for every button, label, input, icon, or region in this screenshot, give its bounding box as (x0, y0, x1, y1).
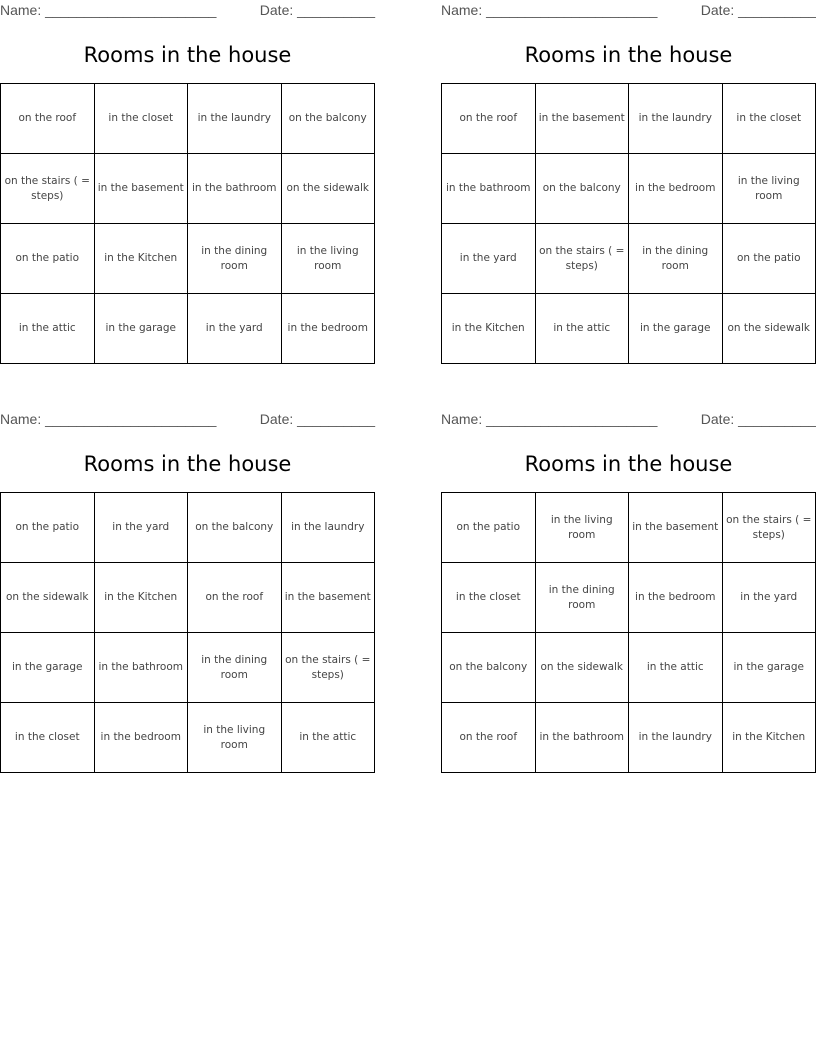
grid-cell: in the dining room (629, 224, 723, 294)
card-header (441, 411, 816, 429)
grid-cell: in the bathroom (442, 154, 536, 224)
grid-cell: in the garage (94, 294, 188, 364)
grid-row (1, 703, 375, 773)
card-title: Rooms in the house (83, 43, 292, 67)
grid-cell: on the patio (442, 493, 536, 563)
grid-cell: in the laundry (629, 703, 723, 773)
bingo-grid (441, 492, 816, 773)
grid-cell: in the living room (281, 224, 375, 294)
grid-cell: on the sidewalk (535, 633, 629, 703)
grid-cell: on the balcony (281, 84, 375, 154)
card-title: Rooms in the house (83, 452, 292, 476)
bingo-card (0, 409, 375, 774)
grid-cell: in the yard (188, 294, 282, 364)
grid-row (442, 493, 816, 563)
date-field: Date: __________ (700, 2, 816, 18)
grid-cell: in the garage (1, 633, 95, 703)
grid-cell: in the Kitchen (442, 294, 536, 364)
grid-cell: in the Kitchen (94, 224, 188, 294)
grid-cell: on the stairs ( = steps) (535, 224, 629, 294)
grid-cell: in the Kitchen (94, 563, 188, 633)
grid-cell: in the living room (535, 493, 629, 563)
grid-cell: on the roof (1, 84, 95, 154)
grid-cell: on the roof (442, 703, 536, 773)
grid-cell: in the basement (94, 154, 188, 224)
grid-cell: in the Kitchen (722, 703, 816, 773)
grid-row (442, 563, 816, 633)
grid-cell: on the balcony (188, 493, 282, 563)
grid-cell: in the attic (1, 294, 95, 364)
grid-row (442, 703, 816, 773)
grid-cell: in the living room (722, 154, 816, 224)
grid-row (1, 294, 375, 364)
grid-cell: in the basement (629, 493, 723, 563)
grid-cell: in the yard (442, 224, 536, 294)
grid-cell: on the roof (442, 84, 536, 154)
grid-row (1, 633, 375, 703)
grid-cell: in the laundry (281, 493, 375, 563)
grid-row (1, 84, 375, 154)
card-header (0, 411, 375, 429)
grid-cell: in the dining room (535, 563, 629, 633)
grid-row (442, 84, 816, 154)
date-field: Date: __________ (700, 411, 816, 427)
grid-cell: in the garage (629, 294, 723, 364)
grid-row (442, 154, 816, 224)
bingo-grid (0, 83, 375, 364)
grid-cell: in the attic (281, 703, 375, 773)
grid-cell: in the yard (722, 563, 816, 633)
grid-cell: in the attic (629, 633, 723, 703)
name-field: Name: ______________________ (441, 2, 658, 18)
grid-cell: on the stairs ( = steps) (722, 493, 816, 563)
grid-cell: in the bathroom (188, 154, 282, 224)
grid-cell: on the balcony (442, 633, 536, 703)
name-field: Name: ______________________ (441, 411, 658, 427)
grid-cell: in the basement (281, 563, 375, 633)
grid-cell: on the sidewalk (722, 294, 816, 364)
grid-cell: in the closet (94, 84, 188, 154)
grid-cell: in the bedroom (281, 294, 375, 364)
grid-row (1, 154, 375, 224)
grid-row (442, 633, 816, 703)
bingo-card (0, 0, 375, 365)
grid-cell: in the laundry (629, 84, 723, 154)
grid-cell: in the closet (1, 703, 95, 773)
grid-cell: on the stairs ( = steps) (1, 154, 95, 224)
grid-cell: in the dining room (188, 633, 282, 703)
grid-cell: on the stairs ( = steps) (281, 633, 375, 703)
grid-cell: in the dining room (188, 224, 282, 294)
grid-cell: in the yard (94, 493, 188, 563)
date-field: Date: __________ (259, 2, 375, 18)
grid-cell: in the bedroom (629, 563, 723, 633)
grid-cell: on the patio (1, 493, 95, 563)
bingo-grid (0, 492, 375, 773)
card-title: Rooms in the house (524, 43, 733, 67)
grid-cell: in the bathroom (94, 633, 188, 703)
grid-cell: on the patio (722, 224, 816, 294)
name-field: Name: ______________________ (0, 411, 217, 427)
grid-cell: in the garage (722, 633, 816, 703)
grid-cell: in the closet (722, 84, 816, 154)
grid-cell: on the balcony (535, 154, 629, 224)
grid-row (1, 493, 375, 563)
grid-cell: in the attic (535, 294, 629, 364)
card-header (441, 2, 816, 20)
bingo-card (441, 409, 816, 774)
card-header (0, 2, 375, 20)
name-field: Name: ______________________ (0, 2, 217, 18)
grid-row (1, 224, 375, 294)
grid-row (442, 224, 816, 294)
bingo-card (441, 0, 816, 365)
grid-cell: on the sidewalk (1, 563, 95, 633)
grid-row (442, 294, 816, 364)
grid-cell: in the bathroom (535, 703, 629, 773)
grid-cell: on the patio (1, 224, 95, 294)
grid-cell: in the basement (535, 84, 629, 154)
card-title: Rooms in the house (524, 452, 733, 476)
bingo-grid (441, 83, 816, 364)
grid-cell: in the bedroom (94, 703, 188, 773)
grid-cell: on the roof (188, 563, 282, 633)
grid-cell: on the sidewalk (281, 154, 375, 224)
grid-cell: in the closet (442, 563, 536, 633)
grid-cell: in the bedroom (629, 154, 723, 224)
grid-cell: in the living room (188, 703, 282, 773)
grid-cell: in the laundry (188, 84, 282, 154)
date-field: Date: __________ (259, 411, 375, 427)
grid-row (1, 563, 375, 633)
